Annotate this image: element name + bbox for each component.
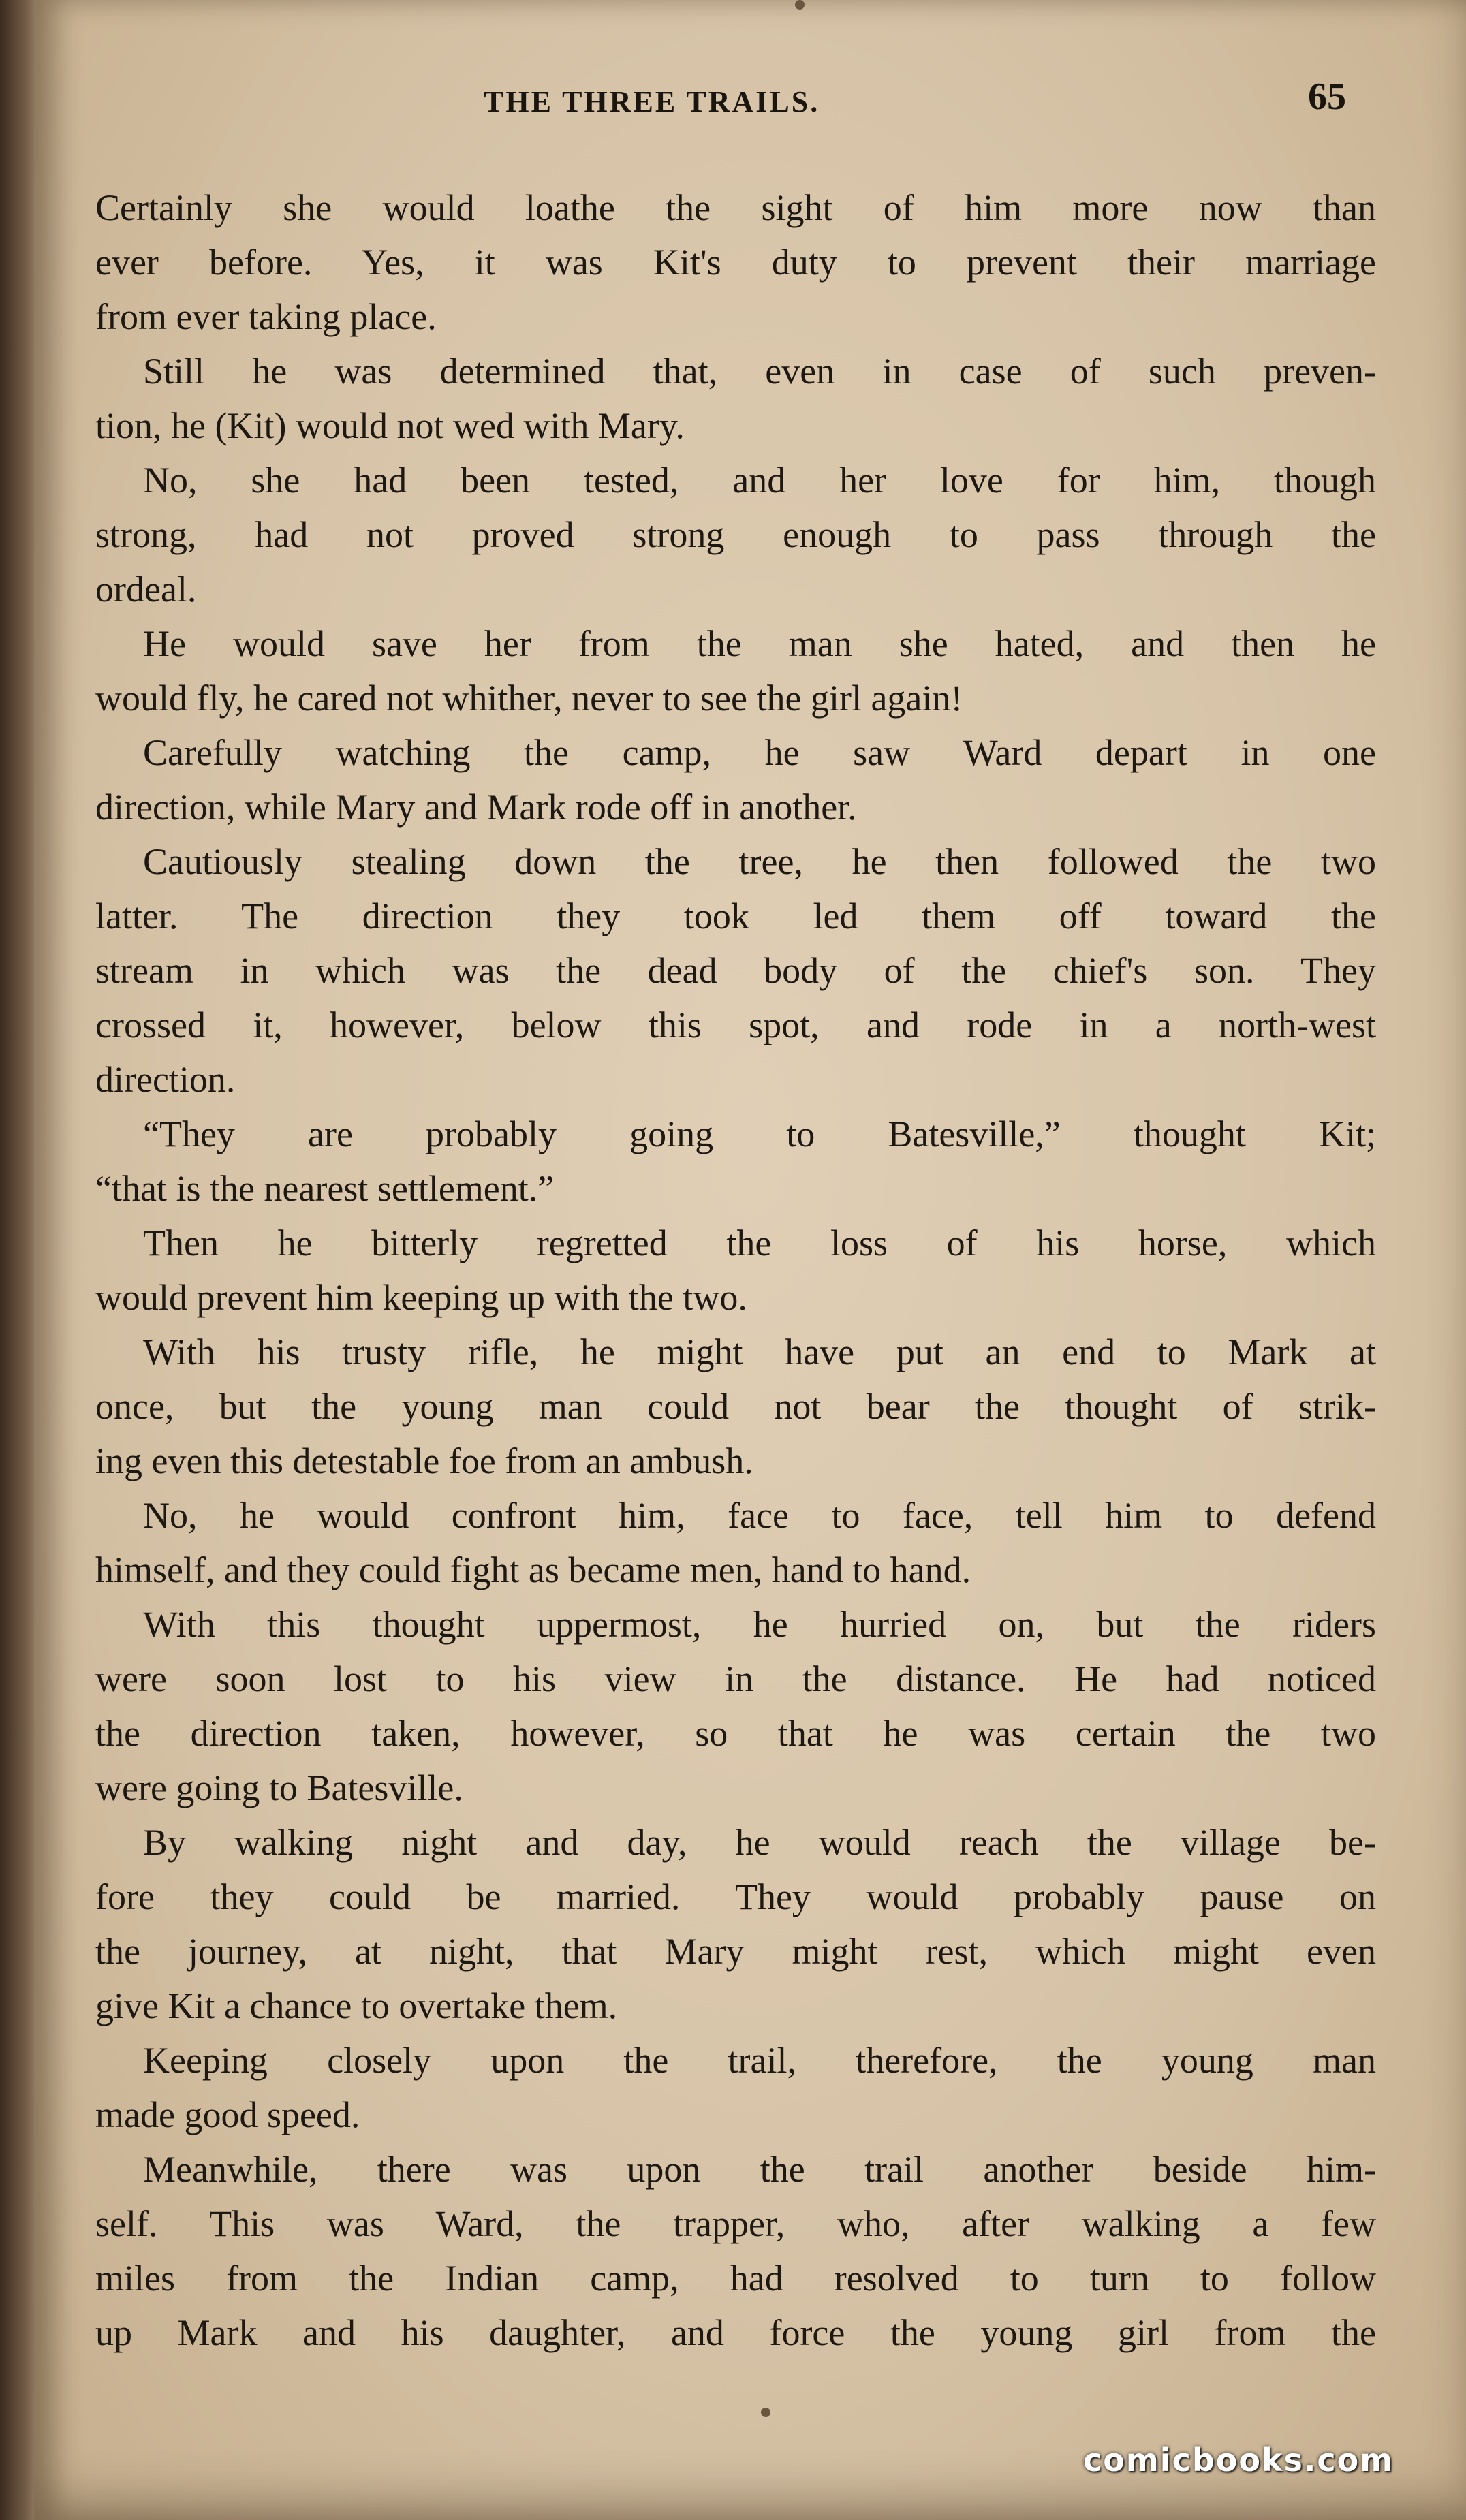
text-line: made good speed. — [95, 2094, 360, 2135]
text-line: ordeal. — [95, 569, 197, 610]
text-line: direction, while Mary and Mark rode off in another. — [95, 787, 857, 828]
text-line: himself, and they could fight as became men, hand to hand. — [95, 1549, 971, 1590]
text-line: Still he was determined that, even in case of such preven- — [143, 351, 1376, 392]
text-line: crossed it, however, below this spot, and rode in a north-west — [95, 1005, 1376, 1045]
text-line: give Kit a chance to overtake them. — [95, 1985, 618, 2026]
text-line: self. This was Ward, the trapper, who, after walking a few — [95, 2203, 1376, 2244]
text-line: direction. — [95, 1059, 236, 1100]
text-line: stream in which was the dead body of the chief's son. They — [95, 950, 1376, 991]
page-number: 65 — [1308, 76, 1346, 118]
text-line: were soon lost to his view in the distance. He had noticed — [95, 1658, 1376, 1699]
text-line: latter. The direction they took led them off toward the — [95, 896, 1376, 936]
text-line: tion, he (Kit) would not wed with Mary. — [95, 405, 685, 446]
body-text — [95, 180, 1376, 2360]
text-line: Keeping closely upon the trail, therefore, the young man — [143, 2040, 1376, 2081]
text-line: the direction taken, however, so that he was certain the two — [95, 1713, 1376, 1754]
text-line: Then he bitterly regretted the loss of his horse, which — [143, 1223, 1376, 1263]
text-line: No, she had been tested, and her love for him, though — [143, 460, 1376, 501]
text-line: Cautiously stealing down the tree, he then followed the two — [143, 841, 1376, 882]
text-line: “that is the nearest settlement.” — [95, 1168, 555, 1209]
text-line: With this thought uppermost, he hurried on, but the riders — [143, 1604, 1376, 1645]
text-line: By walking night and day, he would reach the village be- — [143, 1822, 1376, 1863]
text-line: “They are probably going to Batesville,” thought Kit; — [143, 1114, 1376, 1154]
watermark: comicbooks.com — [1083, 2442, 1394, 2478]
text-line: would fly, he cared not whither, never to see the girl again! — [95, 678, 963, 719]
text-line: fore they could be married. They would probably pause on — [95, 1876, 1376, 1917]
text-line: He would save her from the man she hated, and then he — [143, 623, 1376, 664]
ink-speck — [761, 2408, 770, 2417]
page-header — [34, 75, 1466, 123]
text-line: up Mark and his daughter, and force the young girl from the — [95, 2312, 1376, 2353]
text-line: Meanwhile, there was upon the trail another beside him- — [143, 2149, 1376, 2190]
text-line: ing even this detestable foe from an ambush. — [95, 1440, 753, 1481]
text-line: strong, had not proved strong enough to pass through the — [95, 514, 1376, 555]
text-line: ever before. Yes, it was Kit's duty to prevent their marriage — [95, 242, 1376, 283]
text-line: from ever taking place. — [95, 296, 437, 337]
text-line: were going to Batesville. — [95, 1767, 463, 1808]
text-line: With his trusty rifle, he might have put an end to Mark at — [143, 1332, 1376, 1372]
text-line: Carefully watching the camp, he saw Ward depart in one — [143, 732, 1376, 773]
ink-speck — [795, 0, 805, 10]
text-line: would prevent him keeping up with the two. — [95, 1277, 747, 1318]
running-head: THE THREE TRAILS. — [484, 85, 820, 119]
text-line: the journey, at night, that Mary might rest, which might even — [95, 1931, 1376, 1972]
text-line: once, but the young man could not bear the thought of strik- — [95, 1386, 1376, 1427]
text-line: Certainly she would loathe the sight of him more now than — [95, 187, 1376, 228]
text-line: miles from the Indian camp, had resolved to turn to follow — [95, 2258, 1376, 2299]
text-line: No, he would confront him, face to face, tell him to defend — [143, 1495, 1376, 1536]
